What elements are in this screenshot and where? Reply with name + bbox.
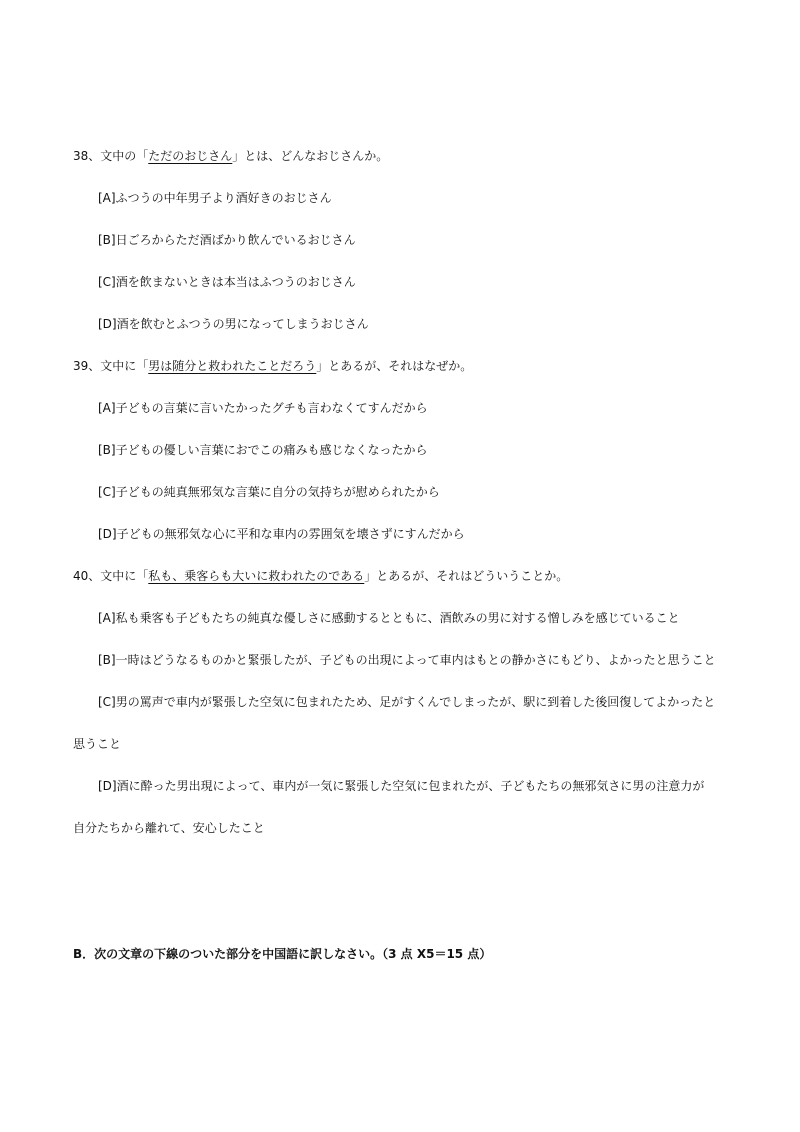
option-text: 子どもの言葉に言いたかったグチも言わなくてすんだから <box>115 401 428 415</box>
option-label: [A] <box>98 611 116 625</box>
option-39-b[interactable] <box>98 442 428 458</box>
option-text: ふつうの中年男子より酒好きのおじさん <box>115 191 332 205</box>
option-39-d[interactable] <box>98 526 465 542</box>
option-text: 子どもの純真無邪気な言葉に自分の気持ちが慰められたから <box>115 485 440 499</box>
question-39 <box>73 358 472 374</box>
question-40-underlined-phrase: 私も、乗客らも大いに救われたのである <box>148 569 365 583</box>
question-39-underlined-phrase: 男は随分と救われたことだろう <box>148 359 317 373</box>
option-label: [D] <box>98 317 117 331</box>
option-38-d[interactable] <box>98 316 369 332</box>
question-38-prefix: 38、文中の「 <box>73 149 149 163</box>
question-38 <box>73 148 388 164</box>
option-label: [B] <box>98 443 116 457</box>
question-40-prefix: 40、文中に「 <box>73 569 149 583</box>
option-40-b[interactable] <box>98 652 716 668</box>
option-38-b[interactable] <box>98 232 356 248</box>
question-38-suffix: 」とは、どんなおじさんか。 <box>232 149 389 163</box>
question-39-prefix: 39、文中に「 <box>73 359 149 373</box>
question-38-underlined-phrase: ただのおじさん <box>148 149 233 163</box>
question-40-suffix: 」とあるが、それはどういうことか。 <box>364 569 569 583</box>
section-b-heading: B．次の文章の下線のついた部分を中国語に訳しなさい。（3 点 X5＝15 点） <box>73 947 492 961</box>
option-text: 酒を飲まないときは本当はふつうのおじさん <box>115 275 356 289</box>
option-text: 子どもの優しい言葉におでこの痛みも感じなくなったから <box>115 443 428 457</box>
option-40-d-continuation: 自分たちから離れて、安心したこと <box>73 821 265 835</box>
option-label: [A] <box>98 191 116 205</box>
option-text: 酒に酔った男出現によって、車内が一気に緊張した空気に包まれたが、子どもたちの無邪気さに男の注意力が <box>116 779 705 793</box>
option-text: 私も乗客も子どもたちの純真な優しさに感動するとともに、酒飲みの男に対する憎しみを感じていること <box>115 611 680 625</box>
option-label: [C] <box>98 485 116 499</box>
option-38-c[interactable] <box>98 274 356 290</box>
option-label: [D] <box>98 527 117 541</box>
question-40 <box>73 568 568 584</box>
option-40-c-continuation: 思うこと <box>73 737 122 751</box>
option-label: [A] <box>98 401 116 415</box>
option-text: 日ごろからただ酒ばかり飲んでいるおじさん <box>115 233 356 247</box>
option-label: [C] <box>98 275 116 289</box>
option-39-a[interactable] <box>98 400 428 416</box>
question-39-suffix: 」とあるが、それはなぜか。 <box>316 359 473 373</box>
option-40-c[interactable] <box>98 694 715 710</box>
option-label: [B] <box>98 233 116 247</box>
option-text: 酒を飲むとふつうの男になってしまうおじさん <box>116 317 369 331</box>
option-text: 子どもの無邪気な心に平和な車内の雰囲気を壊さずにすんだから <box>116 527 465 541</box>
option-40-d[interactable] <box>98 778 704 794</box>
option-label: [C] <box>98 695 116 709</box>
option-text: 男の罵声で車内が緊張した空気に包まれたため、足がすくんでしまったが、駅に到着した後回復してよかったと <box>115 695 716 709</box>
option-label: [D] <box>98 779 117 793</box>
option-text: 一時はどうなるものかと緊張したが、子どもの出現によって車内はもとの静かさにもどり、よかったと思うこと <box>115 653 716 667</box>
option-39-c[interactable] <box>98 484 440 500</box>
option-label: [B] <box>98 653 116 667</box>
option-40-a[interactable] <box>98 610 680 626</box>
option-38-a[interactable] <box>98 190 332 206</box>
